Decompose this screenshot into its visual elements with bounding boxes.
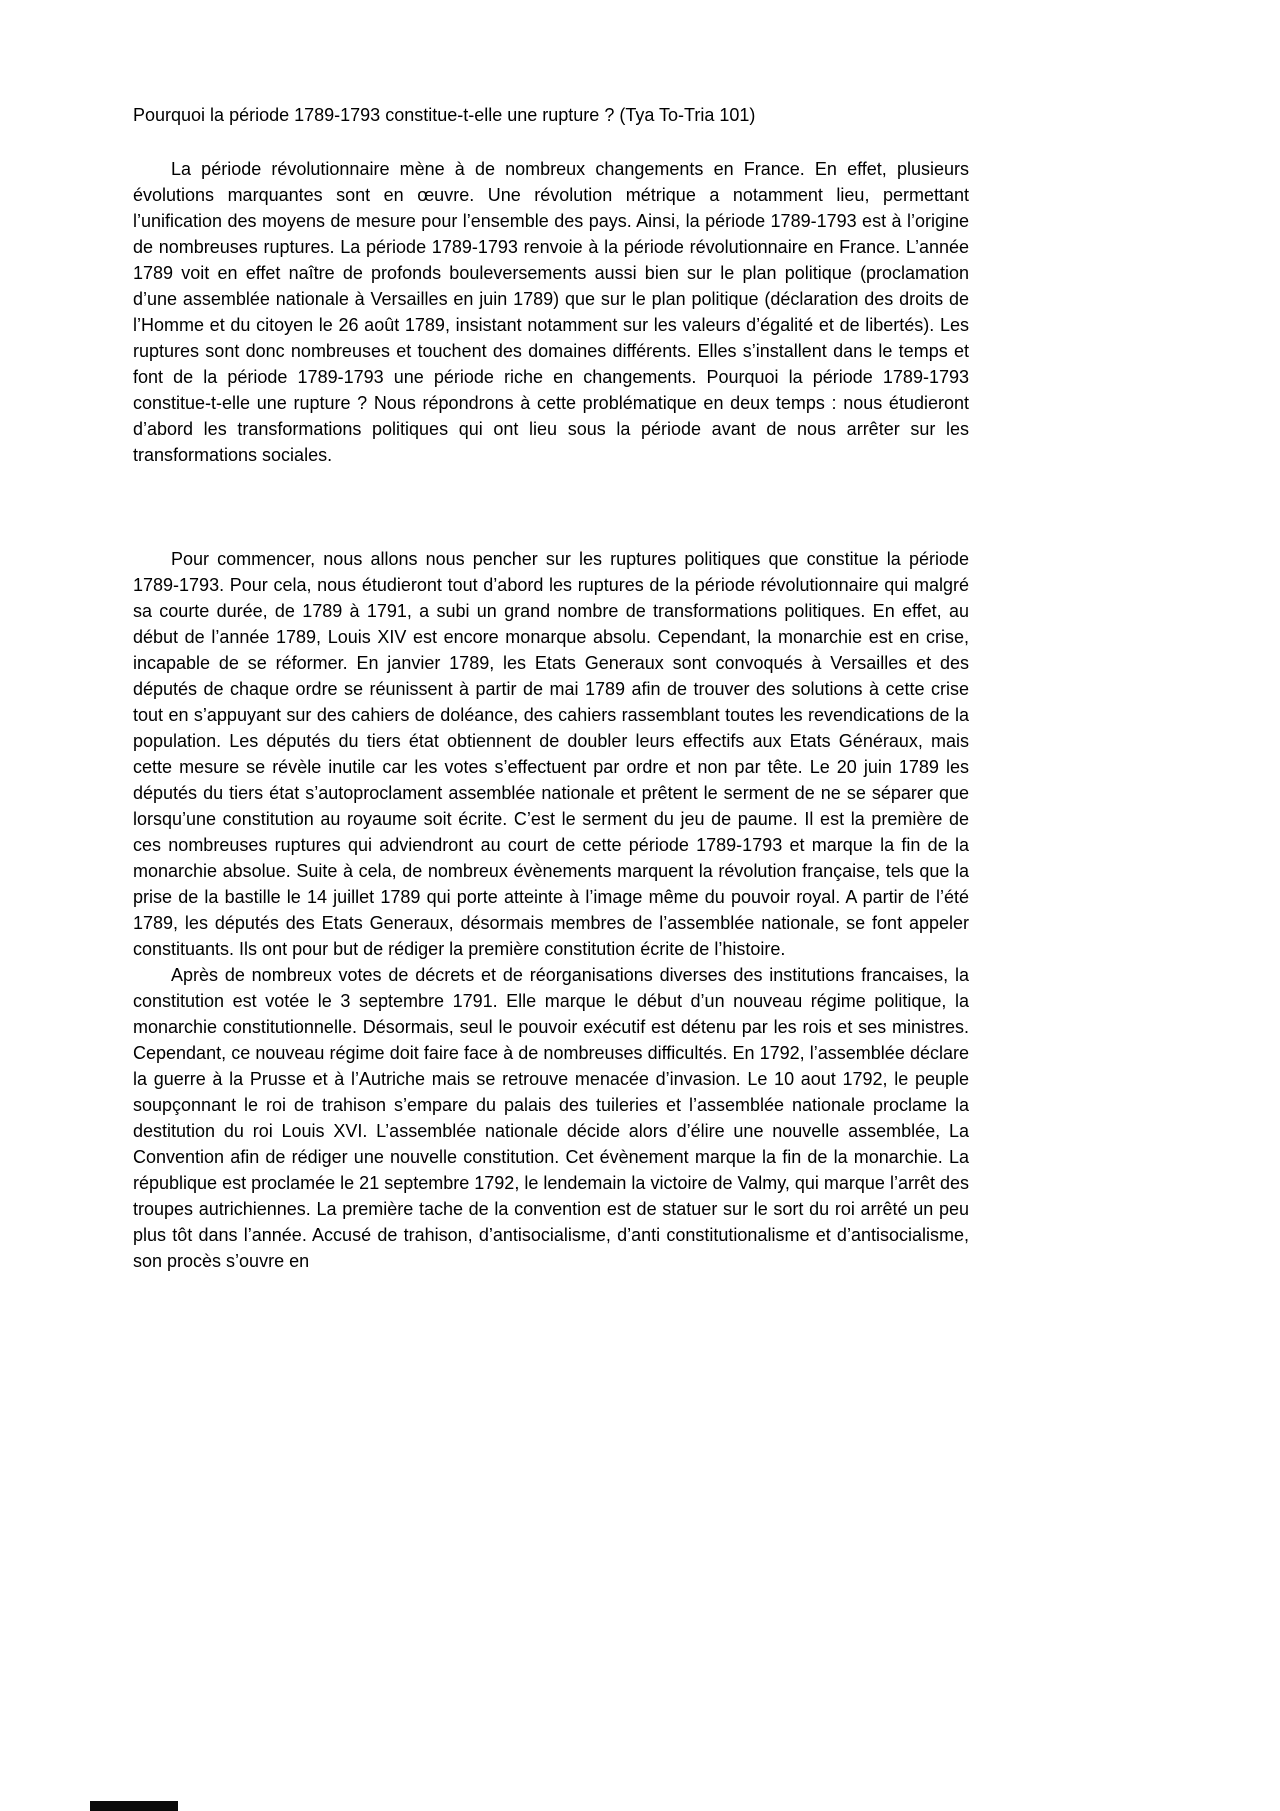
next-page-partial-content [90,1801,178,1811]
paragraph-constitution-republic: Après de nombreux votes de décrets et de réorganisations diverses des institutions francaises, la constitution est votée le 3 septembre 1791. Elle marque le début d’un nouveau régime politique, la monarchie constitutionnelle. Désormais, seul le pouvoir exécutif est détenu par les rois et ses ministres. Cependant, ce nouveau régime doit faire face à de nombreuses difficultés. En 1792, l’assemblée déclare la guerre à la Prusse et à l’Autriche mais se retrouve menacée d’invasion. Le 10 aout 1792, le peuple soupçonnant le roi de trahison s’empare du palais des tuileries et l’assemblée nationale proclame la destitution du roi Louis XVI. L’assemblée nationale décide alors d’élire une nouvelle assemblée, La Convention afin de rédiger une nouvelle constitution. Cet évènement marque la fin de la monarchie. La république est proclamée le 21 septembre 1792, le lendemain la victoire de Valmy, qui marque l’arrêt des troupes autrichiennes. La première tache de la convention est de statuer sur le sort du roi arrêté un peu plus tôt dans l’année. Accusé de trahison, d’antisocialisme, d’anti constitutionalisme et d’antisocialisme, son procès s’ouvre en [133,965,969,1271]
document-content [133,102,969,1274]
document-title: Pourquoi la période 1789-1793 constitue-t-elle une rupture ? (Tya To-Tria 101) [133,105,756,125]
paragraph-political-ruptures: Pour commencer, nous allons nous pencher sur les ruptures politiques que constitue la période 1789-1793. Pour cela, nous étudieront tout d’abord les ruptures de la période révolutionnaire qui malgré sa courte durée, de 1789 à 1791, a subi un grand nombre de transformations politiques. En effet, au début de l’année 1789, Louis XIV est encore monarque absolu. Cependant, la monarchie est en crise, incapable de se réformer. En janvier 1789, les Etats Generaux sont convoqués à Versailles et des députés de chaque ordre se réunissent à partir de mai 1789 afin de trouver des solutions à cette crise tout en s’appuyant sur des cahiers de doléance, des cahiers rassemblant toutes les revendications de la population. Les députés du tiers état obtiennent de doubler leurs effectifs aux Etats Généraux, mais cette mesure se révèle inutile car les votes s’effectuent par ordre et non par tête. Le 20 juin 1789 les députés du tiers état s’autoproclament assemblée nationale et prêtent le serment de ne se séparer que lorsqu’une constitution au royaume soit écrite. C’est le serment du jeu de paume. Il est la première de ces nombreuses ruptures qui adviendront au court de cette période 1789-1793 et marque la fin de la monarchie absolue. Suite à cela, de nombreux évènements marquent la révolution française, tels que la prise de la bastille le 14 juillet 1789 qui porte atteinte à l’image même du pouvoir royal. A partir de l’été 1789, les députés des Etats Generaux, désormais membres de l’assemblée nationale, se font appeler constituants. Ils ont pour but de rédiger la première constitution écrite de l’histoire. [133,549,969,959]
paragraph-introduction: La période révolutionnaire mène à de nombreux changements en France. En effet, plusieurs évolutions marquantes sont en œuvre. Une révolution métrique a notamment lieu, permettant l’unification des moyens de mesure pour l’ensemble des pays. Ainsi, la période 1789-1793 est à l’origine de nombreuses ruptures. La période 1789-1793 renvoie à la période révolutionnaire en France. L’année 1789 voit en effet naître de profonds bouleversements aussi bien sur le plan politique (proclamation d’une assemblée nationale à Versailles en juin 1789) que sur le plan politique (déclaration des droits de l’Homme et du citoyen le 26 août 1789, insistant notamment sur les valeurs d’égalité et de libertés). Les ruptures sont donc nombreuses et touchent des domaines différents. Elles s’installent dans le temps et font de la période 1789-1793 une période riche en changements. Pourquoi la période 1789-1793 constitue-t-elle une rupture ? Nous répondrons à cette problématique en deux temps : nous étudieront d’abord les transformations politiques qui ont lieu sous la période avant de nous arrêter sur les transformations sociales. [133,159,969,465]
